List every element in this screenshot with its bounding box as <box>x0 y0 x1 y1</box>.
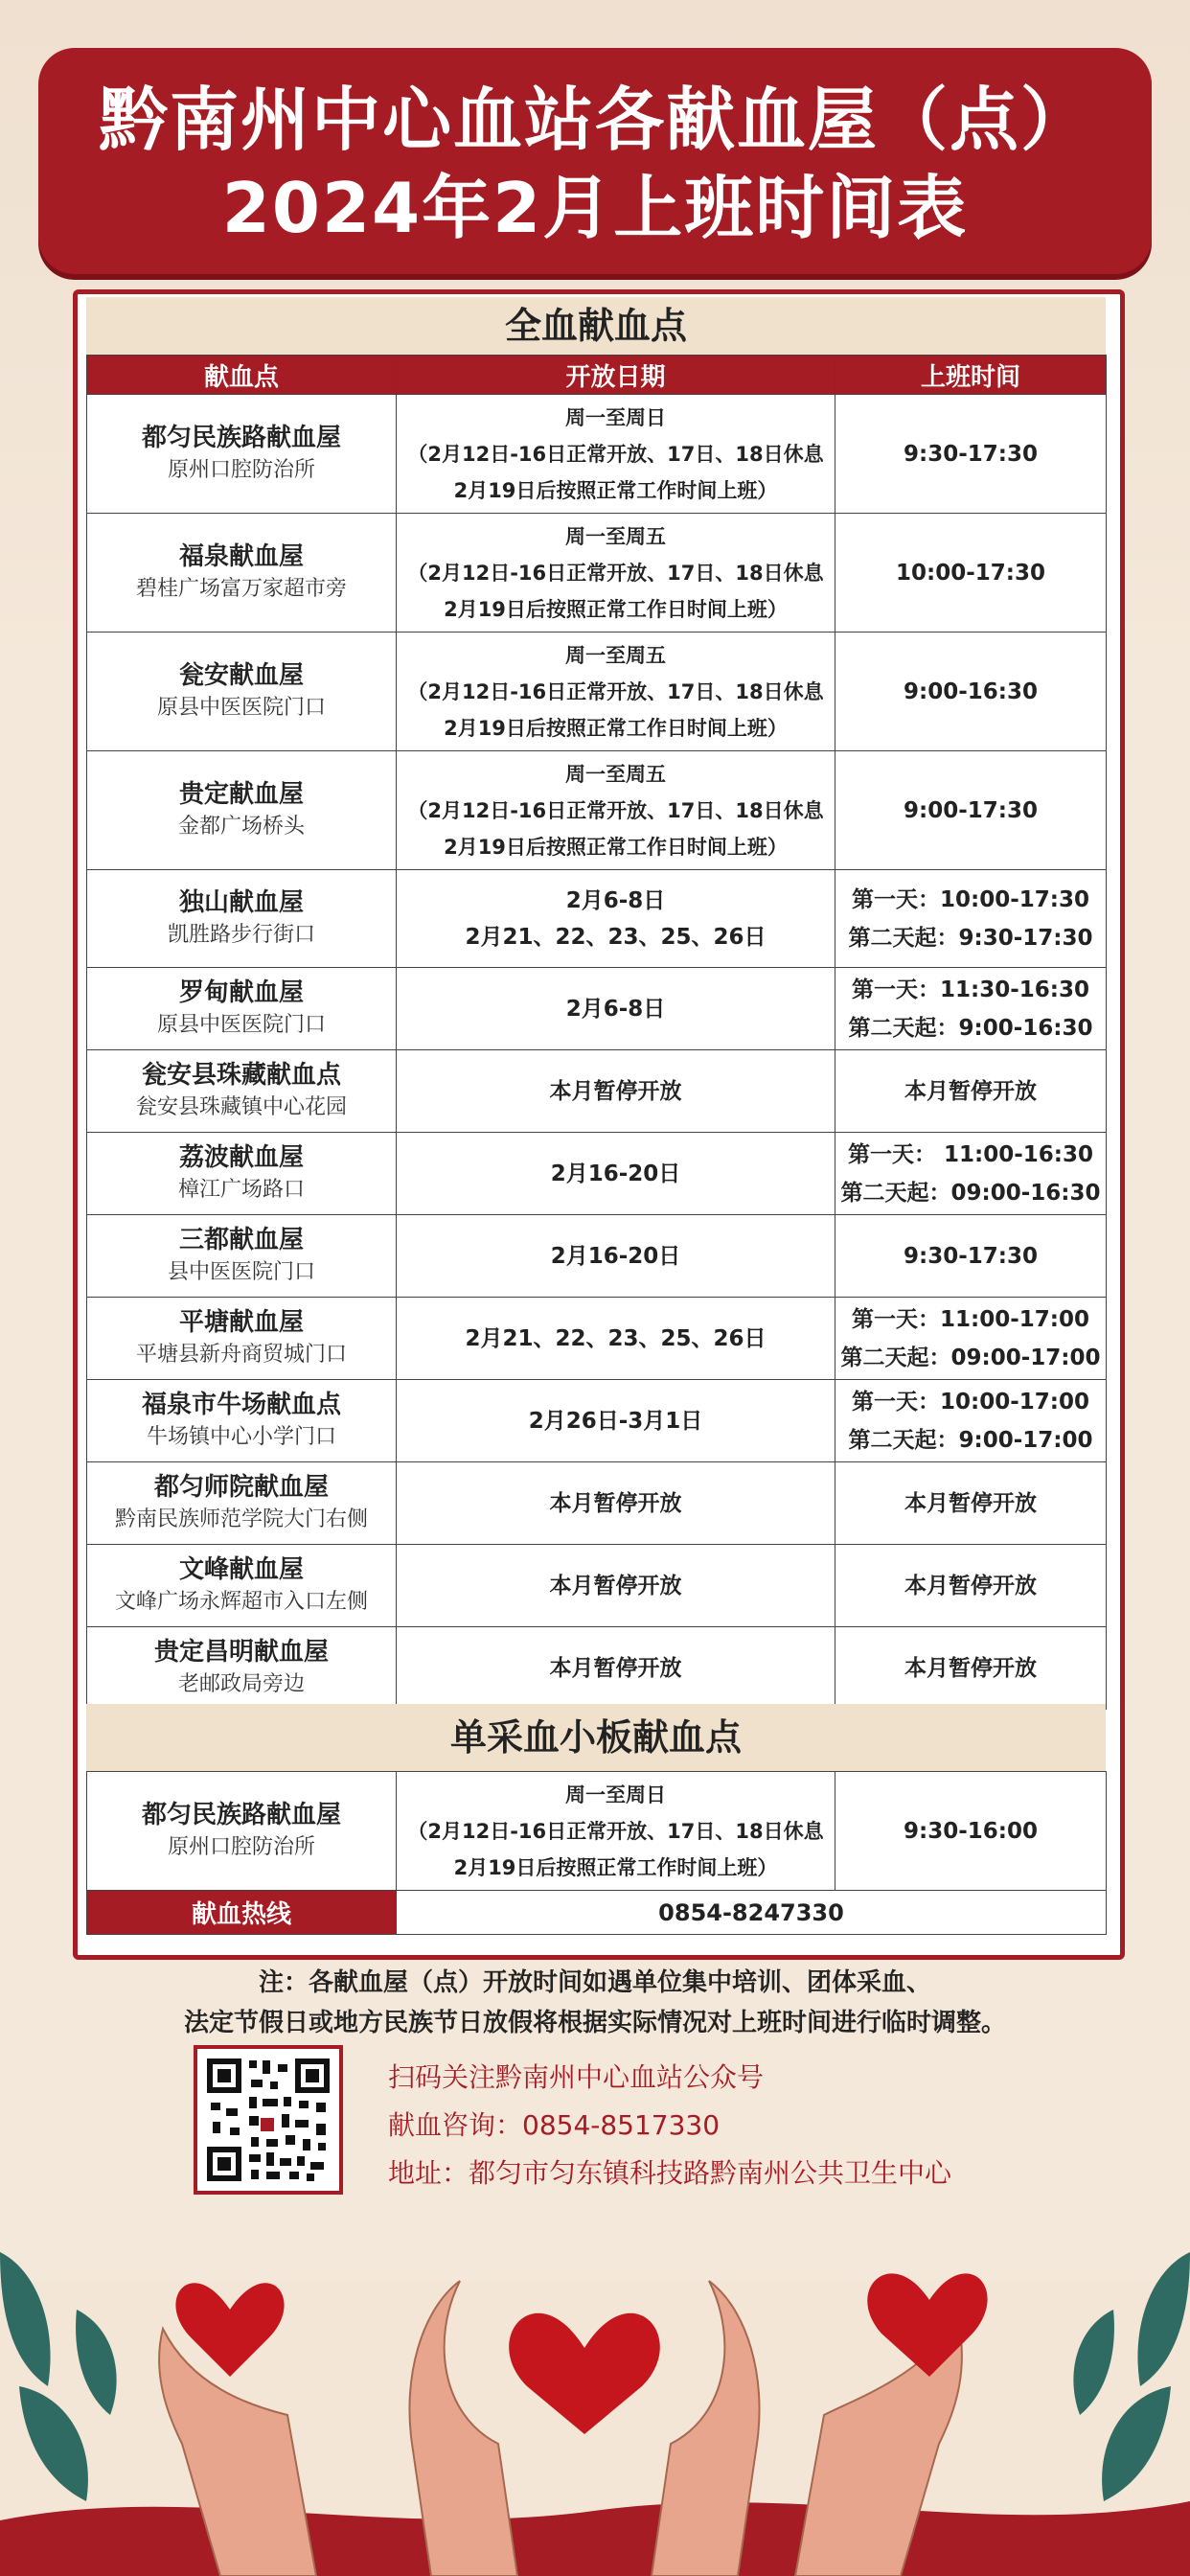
date-cell <box>397 968 835 1050</box>
site-cell <box>87 632 397 751</box>
section-platelet: 单采血小板献血点 <box>86 1704 1106 1771</box>
title-line-2: 2024年2月上班时间表 <box>221 168 969 248</box>
site-address: 原州口腔防治所 <box>167 457 315 482</box>
date-cell <box>397 514 835 632</box>
table-row <box>87 870 1107 968</box>
date-line: 2月6-8日 <box>565 887 666 913</box>
site-address: 碧桂广场富万家超市旁 <box>135 576 347 601</box>
site-address: 平塘县新舟商贸城门口 <box>135 1342 347 1367</box>
date-line: 2月16-20日 <box>550 1243 681 1269</box>
time-line: 第一天：10:00-17:30 <box>852 886 1089 912</box>
date-cell <box>397 395 835 514</box>
site-cell <box>87 514 397 632</box>
date-line: 本月暂停开放 <box>549 1573 682 1598</box>
leaf-decoration-right <box>1073 2252 1190 2501</box>
site-address: 凯胜路步行街口 <box>167 922 315 947</box>
time-line: 9:30-16:00 <box>904 1818 1038 1844</box>
site-cell <box>87 751 397 870</box>
time-cell <box>835 1462 1107 1545</box>
table-row <box>87 1215 1107 1298</box>
time-line: 本月暂停开放 <box>904 1078 1037 1104</box>
table-row <box>87 395 1107 514</box>
date-line: 2月21、22、23、25、26日 <box>465 1325 767 1351</box>
time-line: 本月暂停开放 <box>904 1573 1037 1598</box>
time-line: 9:30-17:30 <box>904 441 1038 467</box>
time-line: 第一天： 11:00-16:30 <box>848 1141 1093 1167</box>
time-cell <box>835 1298 1107 1380</box>
schedule-table <box>86 355 1107 1710</box>
site-name: 瓮安县珠藏献血点 <box>141 1060 341 1090</box>
site-name: 罗甸献血屋 <box>178 978 304 1007</box>
site-name: 都匀民族路献血屋 <box>141 423 341 452</box>
date-line: （2月12日-16日正常开放、17日、18日休息 <box>407 1819 824 1843</box>
leaf-decoration-left <box>0 2252 117 2501</box>
time-cell <box>835 395 1107 514</box>
time-cell <box>835 1627 1107 1710</box>
date-cell <box>397 1772 835 1891</box>
time-cell <box>835 968 1107 1050</box>
note-line-2: 法定节假日或地方民族节日放假将根据实际情况对上班时间进行临时调整。 <box>183 2009 1006 2037</box>
date-line: 周一至周五 <box>565 643 666 667</box>
date-cell <box>397 1298 835 1380</box>
time-cell <box>835 870 1107 968</box>
site-address: 金都广场桥头 <box>177 814 305 839</box>
site-cell <box>87 870 397 968</box>
time-line: 第二天起：09:00-16:30 <box>840 1180 1101 1206</box>
date-line: 2月19日后按照正常工作日时间上班） <box>444 835 788 859</box>
hotline-row <box>87 1891 1107 1935</box>
site-address: 瓮安县珠藏镇中心花园 <box>135 1094 347 1119</box>
address-text: 地址：都匀市匀东镇科技路黔南州公共卫生中心 <box>388 2157 952 2189</box>
site-cell <box>87 1215 397 1298</box>
platelet-table <box>86 1771 1107 1935</box>
table-row <box>87 1545 1107 1627</box>
date-cell <box>397 751 835 870</box>
site-name: 贵定献血屋 <box>178 779 304 809</box>
date-line: 本月暂停开放 <box>549 1078 682 1104</box>
date-line: 周一至周日 <box>565 405 666 429</box>
time-line: 第一天：11:30-16:30 <box>852 977 1089 1002</box>
site-name: 文峰献血屋 <box>178 1554 304 1584</box>
table-row <box>87 514 1107 632</box>
time-line: 本月暂停开放 <box>904 1490 1037 1516</box>
site-address: 牛场镇中心小学门口 <box>146 1424 336 1449</box>
date-cell <box>397 1462 835 1545</box>
schedule-rows <box>87 395 1107 1710</box>
table-row <box>87 751 1107 870</box>
time-line: 10:00-17:30 <box>896 560 1045 586</box>
time-cell <box>835 1133 1107 1215</box>
site-address: 樟江广场路口 <box>177 1177 305 1202</box>
note-line-1: 注：各献血屋（点）开放时间如遇单位集中培训、团体采血、 <box>258 1968 931 1997</box>
time-line: 第一天：11:00-17:00 <box>852 1306 1089 1332</box>
site-cell <box>87 1462 397 1545</box>
table-row <box>87 1380 1107 1462</box>
table-row <box>87 1772 1107 1891</box>
header-time: 上班时间 <box>835 356 1107 395</box>
time-cell <box>835 1050 1107 1133</box>
date-line: 周一至周五 <box>565 524 666 548</box>
site-cell <box>87 1627 397 1710</box>
date-cell <box>397 1050 835 1133</box>
time-cell <box>835 514 1107 632</box>
time-line: 第二天起：09:00-17:00 <box>840 1345 1101 1370</box>
time-cell <box>835 1772 1107 1891</box>
site-name: 福泉市牛场献血点 <box>141 1390 341 1419</box>
site-name: 都匀民族路献血屋 <box>141 1800 341 1829</box>
table-row <box>87 1050 1107 1133</box>
time-cell <box>835 1545 1107 1627</box>
date-line: 2月19日后按照正常工作时间上班） <box>453 1855 778 1879</box>
table-row <box>87 968 1107 1050</box>
date-line: 周一至周日 <box>565 1782 666 1806</box>
time-line: 第一天：10:00-17:00 <box>852 1389 1089 1414</box>
section-whole-blood: 全血献血点 <box>86 297 1106 355</box>
date-line: （2月12日-16日正常开放、17日、18日休息 <box>407 679 824 703</box>
time-line: 第二天起：9:30-17:30 <box>848 925 1093 951</box>
time-line: 第二天起：9:00-17:00 <box>848 1427 1093 1453</box>
time-line: 第二天起：9:00-16:30 <box>848 1015 1093 1041</box>
site-cell <box>87 1050 397 1133</box>
time-cell <box>835 1380 1107 1462</box>
title-line-1: 黔南州中心血站各献血屋（点） <box>98 80 1091 160</box>
date-cell <box>397 1215 835 1298</box>
site-cell <box>87 1772 397 1891</box>
date-cell <box>397 1380 835 1462</box>
date-cell <box>397 1133 835 1215</box>
hotline-number[interactable]: 0854-8247330 <box>397 1891 1107 1935</box>
date-cell <box>397 1627 835 1710</box>
site-cell <box>87 1380 397 1462</box>
header-site: 献血点 <box>87 356 397 395</box>
qr-code[interactable] <box>194 2045 343 2195</box>
site-name: 独山献血屋 <box>178 887 304 917</box>
site-name: 三都献血屋 <box>178 1225 304 1254</box>
wave-decoration <box>0 2501 1190 2576</box>
table-row <box>87 632 1107 751</box>
hotline-label: 献血热线 <box>87 1891 397 1935</box>
site-cell <box>87 968 397 1050</box>
table-row <box>87 1627 1107 1710</box>
time-line: 9:00-17:30 <box>904 797 1038 823</box>
time-cell <box>835 1215 1107 1298</box>
site-name: 福泉献血屋 <box>178 541 304 571</box>
date-line: 周一至周五 <box>565 762 666 786</box>
site-name: 瓮安献血屋 <box>178 660 304 690</box>
date-cell <box>397 870 835 968</box>
site-address: 原县中医医院门口 <box>156 1012 326 1037</box>
hands-hearts-illustration <box>0 2195 1190 2576</box>
site-name: 都匀师院献血屋 <box>153 1472 329 1502</box>
date-line: （2月12日-16日正常开放、17日、18日休息 <box>407 798 824 822</box>
time-cell <box>835 632 1107 751</box>
date-line: 2月19日后按照正常工作时间上班） <box>453 478 778 502</box>
site-address: 县中医医院门口 <box>167 1259 315 1284</box>
time-line: 9:30-17:30 <box>904 1243 1038 1269</box>
site-address: 老邮政局旁边 <box>177 1671 305 1696</box>
site-address: 原州口腔防治所 <box>167 1834 315 1859</box>
table-header-row <box>87 356 1107 395</box>
date-line: 本月暂停开放 <box>549 1655 682 1681</box>
table-row <box>87 1462 1107 1545</box>
follow-text: 扫码关注黔南州中心血站公众号 <box>388 2061 765 2093</box>
site-address: 文峰广场永辉超市入口左侧 <box>114 1589 368 1614</box>
site-cell <box>87 1298 397 1380</box>
site-cell <box>87 395 397 514</box>
site-address: 原县中医医院门口 <box>156 695 326 720</box>
site-name: 贵定昌明献血屋 <box>153 1637 329 1667</box>
date-line: 本月暂停开放 <box>549 1490 682 1516</box>
date-line: 2月26日-3月1日 <box>528 1408 703 1434</box>
table-row <box>87 1298 1107 1380</box>
time-line: 本月暂停开放 <box>904 1655 1037 1681</box>
date-line: （2月12日-16日正常开放、17日、18日休息 <box>407 561 824 585</box>
table-row <box>87 1133 1107 1215</box>
header-date: 开放日期 <box>397 356 835 395</box>
site-cell <box>87 1545 397 1627</box>
date-line: （2月12日-16日正常开放、17日、18日休息 <box>407 442 824 466</box>
qr-code-icon <box>203 2055 333 2185</box>
title-banner <box>38 48 1152 274</box>
consult-phone[interactable]: 献血咨询：0854-8517330 <box>388 2109 721 2141</box>
site-address: 黔南民族师范学院大门右侧 <box>114 1506 368 1531</box>
time-cell <box>835 751 1107 870</box>
date-cell <box>397 1545 835 1627</box>
site-cell <box>87 1133 397 1215</box>
date-line: 2月19日后按照正常工作日时间上班） <box>444 716 788 740</box>
date-line: 2月6-8日 <box>565 996 666 1022</box>
date-line: 2月21、22、23、25、26日 <box>465 924 767 950</box>
site-name: 平塘献血屋 <box>178 1307 304 1337</box>
date-cell <box>397 632 835 751</box>
date-line: 2月16-20日 <box>550 1161 681 1186</box>
date-line: 2月19日后按照正常工作日时间上班） <box>444 597 788 621</box>
site-name: 荔波献血屋 <box>178 1142 304 1172</box>
time-line: 9:00-16:30 <box>904 678 1038 704</box>
